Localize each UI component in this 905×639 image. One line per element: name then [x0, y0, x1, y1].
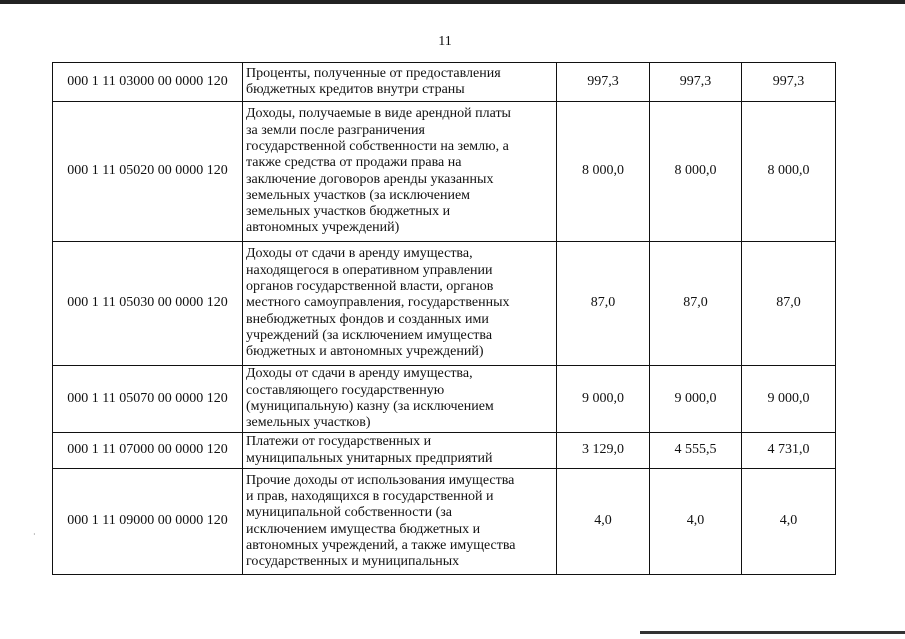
description-line: государственной собственности на землю, а — [246, 138, 509, 154]
amount-year-2: 4 555,5 — [650, 433, 742, 469]
budget-code: 000 1 11 03000 00 0000 120 — [53, 63, 243, 102]
description-line: и прав, находящихся в государственной и — [246, 488, 494, 504]
description-line: Прочие доходы от использования имущества — [246, 472, 515, 488]
amount-year-2: 4,0 — [650, 469, 742, 575]
amount-year-2: 997,3 — [650, 63, 742, 102]
description-line: земельных участков бюджетных и — [246, 204, 451, 220]
scan-edge-bottom — [640, 631, 905, 634]
description-line: находящегося в оперативном управлении — [246, 262, 493, 278]
description-line: составляющего государственную — [246, 382, 445, 398]
description-line: автономных учреждений, а также имущества — [246, 537, 516, 553]
description-line: муниципальной собственности (за — [246, 505, 452, 521]
amount-year-1: 4,0 — [557, 469, 650, 575]
amount-year-2: 87,0 — [650, 242, 742, 366]
description-line: государственных и муниципальных — [246, 554, 460, 570]
table-row — [53, 433, 836, 469]
description-line: учреждений (за исключением имущества — [246, 327, 493, 343]
description-line: Проценты, полученные от предоставления — [246, 65, 501, 81]
budget-code: 000 1 11 09000 00 0000 120 — [53, 469, 243, 575]
page-number: 11 — [438, 34, 452, 49]
description-line: автономных учреждений) — [246, 220, 400, 236]
description-line: (муниципальную) казну (за исключением — [246, 399, 494, 414]
income-description — [243, 433, 557, 469]
description-line: исключением имущества бюджетных и — [246, 521, 481, 537]
income-description — [243, 242, 557, 366]
table-row — [53, 366, 836, 433]
table-row — [53, 63, 836, 102]
amount-year-3: 9 000,0 — [742, 366, 836, 433]
budget-code: 000 1 11 05020 00 0000 120 — [53, 102, 243, 242]
description-line: местного самоуправления, государственных — [246, 295, 510, 311]
amount-year-3: 997,3 — [742, 63, 836, 102]
description-line: Доходы от сдачи в аренду имущества, — [246, 246, 473, 262]
description-line: также средства от продажи права на — [246, 155, 462, 171]
amount-year-1: 8 000,0 — [557, 102, 650, 242]
description-line: бюджетных и автономных учреждений) — [246, 344, 484, 360]
budget-code: 000 1 11 05070 00 0000 120 — [53, 366, 243, 433]
budget-code: 000 1 11 05030 00 0000 120 — [53, 242, 243, 366]
description-line: Доходы от сдачи в аренду имущества, — [246, 366, 473, 382]
income-description — [243, 469, 557, 575]
amount-year-1: 9 000,0 — [557, 366, 650, 433]
description-line: земельных участков (за исключением — [246, 187, 471, 203]
table-row — [53, 469, 836, 575]
amount-year-2: 9 000,0 — [650, 366, 742, 433]
table-row — [53, 242, 836, 366]
amount-year-3: 4 731,0 — [742, 433, 836, 469]
amount-year-3: 87,0 — [742, 242, 836, 366]
description-line: Платежи от государственных и — [246, 434, 432, 450]
income-description — [243, 366, 557, 433]
description-line: земельных участков) — [246, 415, 371, 431]
description-line: муниципальных унитарных предприятий — [246, 450, 493, 466]
scan-speck: · — [33, 530, 36, 539]
amount-year-3: 4,0 — [742, 469, 836, 575]
table-row — [53, 102, 836, 242]
description-line: заключение договоров аренды указанных — [246, 171, 494, 187]
description-line: бюджетных кредитов внутри страны — [246, 82, 465, 97]
revenue-table — [52, 62, 836, 575]
amount-year-1: 997,3 — [557, 63, 650, 102]
description-line: за земли после разграничения — [246, 122, 425, 138]
budget-code: 000 1 11 07000 00 0000 120 — [53, 433, 243, 469]
amount-year-2: 8 000,0 — [650, 102, 742, 242]
income-description — [243, 63, 557, 102]
description-line: Доходы, получаемые в виде арендной платы — [246, 106, 511, 122]
amount-year-3: 8 000,0 — [742, 102, 836, 242]
income-description — [243, 102, 557, 242]
description-line: внебюджетных фондов и созданных ими — [246, 311, 489, 327]
description-line: органов государственной власти, органов — [246, 279, 494, 295]
amount-year-1: 87,0 — [557, 242, 650, 366]
scan-edge-top — [0, 0, 905, 4]
amount-year-1: 3 129,0 — [557, 433, 650, 469]
